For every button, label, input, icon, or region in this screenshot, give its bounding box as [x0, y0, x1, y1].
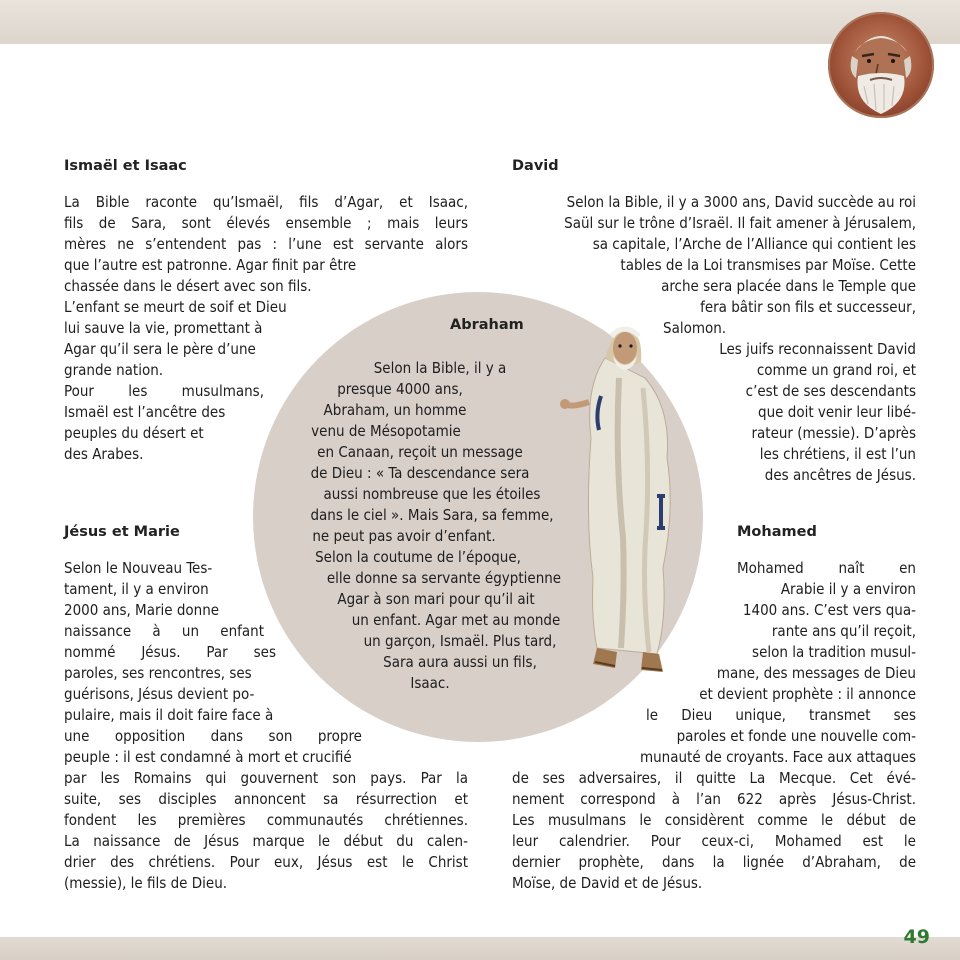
text-line: guérisons, Jésus devient po-	[64, 685, 255, 703]
text-line: tables de la Loi transmises par Moïse. Cette	[620, 256, 916, 274]
text-line: le Dieu unique, transmet ses	[646, 706, 916, 724]
text-line: en Canaan, reçoit un message	[317, 443, 523, 461]
text-line: 1400 ans. C’est vers qua-	[742, 601, 916, 619]
text-line: c’est de ses descendants	[745, 382, 916, 400]
text-line: Saül sur le trône d’Israël. Il fait amener à Jérusalem,	[564, 214, 916, 232]
text-line: et devient prophète : il annonce	[699, 685, 916, 703]
text-line: nommé Jésus. Par ses	[64, 643, 276, 661]
text-line: fils de Sara, sont élevés ensemble ; mais leurs	[64, 214, 468, 232]
page-number: 49	[903, 926, 930, 948]
text-line: un enfant. Agar met au monde	[351, 611, 561, 629]
jesus-marie-heading: Jésus et Marie	[64, 524, 180, 540]
text-line: une opposition dans son propre	[64, 727, 362, 745]
text-line: comme un grand roi, et	[756, 361, 916, 379]
bottom-decorative-band	[0, 937, 960, 960]
bearded-man-portrait-image	[828, 12, 934, 118]
david-heading: David	[512, 158, 559, 174]
text-line: Arabie il y a environ	[780, 580, 916, 598]
text-line: Selon la Bible, il y a	[373, 359, 507, 377]
text-line: Salomon.	[663, 319, 727, 337]
text-line: Agar qu’il sera le père d’une	[64, 340, 256, 358]
top-decorative-band	[0, 0, 960, 44]
text-line: lui sauve la vie, promettant à	[64, 319, 263, 337]
text-line: peuple : il est condamné à mort et crucifié	[64, 748, 352, 766]
text-line: leur calendrier. Pour ceux-ci, Mohamed est le	[512, 832, 916, 850]
text-line: fondent les premières communautés chrétiennes.	[64, 811, 468, 829]
text-line: des ancêtres de Jésus.	[764, 466, 916, 484]
text-line: elle donne sa servante égyptienne	[326, 569, 562, 587]
text-line: chassée dans le désert avec son fils.	[64, 277, 312, 295]
text-line: tament, il y a environ	[64, 580, 209, 598]
text-line: presque 4000 ans,	[337, 380, 463, 398]
text-line: dernier prophète, dans la lignée d’Abraham, de	[512, 853, 916, 871]
text-line: que l’autre est patronne. Agar finit par être	[64, 256, 357, 274]
text-line: drier des chrétiens. Pour eux, Jésus est le Christ	[64, 853, 468, 871]
text-line: rateur (messie). D’après	[751, 424, 916, 442]
text-line: Selon le Nouveau Tes-	[64, 559, 213, 577]
text-line: paroles, ses rencontres, ses	[64, 664, 252, 682]
text-line: mane, des messages de Dieu	[716, 664, 916, 682]
text-line: un garçon, Ismaël. Plus tard,	[363, 632, 557, 650]
abraham-heading: Abraham	[450, 317, 524, 333]
text-line: Les musulmans le considèrent comme le début de	[512, 811, 916, 829]
text-line: L’enfant se meurt de soif et Dieu	[64, 298, 287, 316]
text-line: Mohamed naît en	[737, 559, 916, 577]
text-line: rante ans qu’il reçoit,	[771, 622, 916, 640]
text-line: munauté de croyants. Face aux attaques	[639, 748, 916, 766]
mohamed-heading: Mohamed	[737, 524, 817, 540]
text-line: paroles et fonde une nouvelle com-	[676, 727, 916, 745]
text-line: Selon la coutume de l’époque,	[315, 548, 521, 566]
text-line: La naissance de Jésus marque le début du calen-	[64, 832, 468, 850]
text-line: venu de Mésopotamie	[311, 422, 461, 440]
text-line: pulaire, mais il doit faire face à	[64, 706, 274, 724]
text-line: les chrétiens, il est l’un	[759, 445, 916, 463]
text-line: Les juifs reconnaissent David	[719, 340, 916, 358]
text-line: aussi nombreuse que les étoiles	[323, 485, 541, 503]
text-line: 2000 ans, Marie donne	[64, 601, 220, 619]
text-line: nement correspond à l’an 622 après Jésus-Christ.	[512, 790, 916, 808]
text-line: Agar à son mari pour qu’il ait	[337, 590, 535, 608]
text-line: que doit venir leur libé-	[758, 403, 916, 421]
text-line: suite, ses disciples annoncent sa résurrection et	[64, 790, 468, 808]
text-line: sa capitale, l’Arche de l’Alliance qui contient les	[592, 235, 916, 253]
text-line: Ismaël est l’ancêtre des	[64, 403, 226, 421]
text-line: des Arabes.	[64, 445, 144, 463]
text-line: mères ne s’entendent pas : l’une est servante alors	[64, 235, 468, 253]
text-line: Pour les musulmans,	[64, 382, 264, 400]
text-line: ne peut pas avoir d’enfant.	[312, 527, 496, 545]
text-line: par les Romains qui gouvernent son pays. Par la	[64, 769, 468, 787]
text-line: Selon la Bible, il y a 3000 ans, David succède au roi	[566, 193, 916, 211]
ismael-isaac-heading: Ismaël et Isaac	[64, 158, 187, 174]
text-line: Moïse, de David et de Jésus.	[512, 874, 703, 892]
text-line: La Bible raconte qu’Ismaël, fils d’Agar, et Isaac,	[64, 193, 468, 211]
text-line: de Dieu : « Ta descendance sera	[310, 464, 530, 482]
text-line: fera bâtir son fils et successeur,	[700, 298, 916, 316]
text-line: dans le ciel ». Mais Sara, sa femme,	[310, 506, 554, 524]
text-line: (messie), le fils de Dieu.	[64, 874, 228, 892]
text-line: selon la tradition musul-	[752, 643, 916, 661]
text-line: Abraham, un homme	[323, 401, 467, 419]
text-line: arche sera placée dans le Temple que	[661, 277, 916, 295]
text-line: naissance à un enfant	[64, 622, 264, 640]
text-line: grande nation.	[64, 361, 164, 379]
text-line: de ses adversaires, il quitte La Mecque. Cet évé-	[512, 769, 916, 787]
text-line: peuples du désert et	[64, 424, 204, 442]
text-line: Sara aura aussi un fils,	[383, 653, 537, 671]
text-line: Isaac.	[410, 674, 450, 692]
